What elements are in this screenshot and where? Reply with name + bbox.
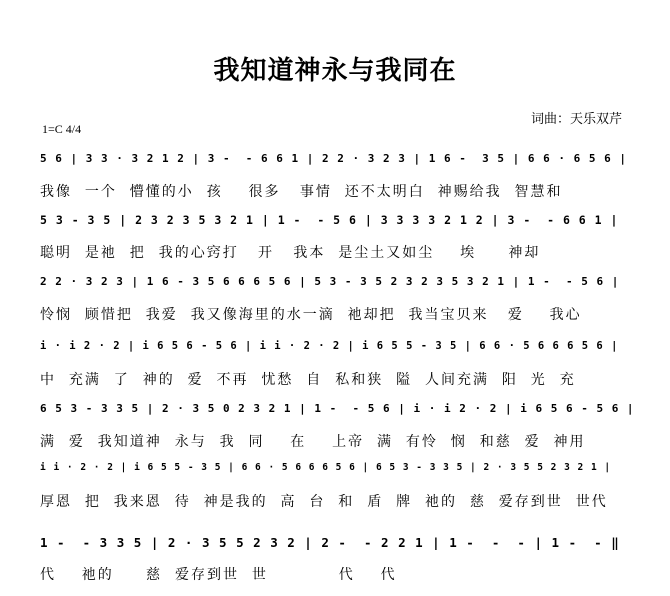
lyrics-line: 怜悯 顾惜把 我爱 我又像海里的水一滴 祂却把 我当宝贝来 爱 我心 — [40, 307, 582, 323]
notation-line: 5 3 - 3 5 | 2 3 2 3 5 3 2 1 | 1 - - 5 6 | 3 3 3 3 2 1 2 | 3 - - 6 6 1 | — [40, 213, 619, 227]
notation-line: i · i 2 · 2 | i 6 5 6 - 5 6 | i i · 2 · 2 | i 6 5 5 - 3 5 | 6 6 · 5 6 6 6 5 6 | — [40, 340, 619, 352]
score-system — [40, 402, 636, 453]
page-title: 我知道神永与我同在 — [213, 56, 457, 86]
lyrics-line: 聪明 是祂 把 我的心窍打 开 我本 是尘土又如尘 埃 神却 — [40, 245, 541, 261]
score-system — [40, 535, 636, 586]
lyrics-line: 中 充满 了 神的 爱 不再 忧愁 自 私和狭 隘 人间充满 阳 光 充 — [40, 372, 576, 388]
score-system — [40, 213, 636, 264]
notation-line: 1 - - 3 3 5 | 2 · 3 5 5 2 3 2 | 2 - - 2 2 1 | 1 - - - | 1 - - ‖ — [40, 535, 620, 550]
lyrics-line: 厚恩 把 我来恩 待 神是我的 高 台 和 盾 牌 祂的 慈 爱存到世 世代 — [40, 494, 608, 510]
notation-line: i i · 2 · 2 | i 6 5 5 - 3 5 | 6 6 · 5 6 6 6 5 6 | 6 5 3 - 3 3 5 | 2 · 3 5 5 2 3 2 1 | — [40, 462, 612, 473]
score-system — [40, 152, 636, 203]
credits: 词曲：天乐双芹 — [530, 112, 622, 127]
score-system — [40, 462, 636, 513]
key-signature: 1=C 4/4 — [42, 122, 82, 136]
notation-line: 6 5 3 - 3 3 5 | 2 · 3 5 0 2 3 2 1 | 1 - - 5 6 | i · i 2 · 2 | i 6 5 6 - 5 6 | — [40, 402, 635, 415]
lyrics-line: 我像 一个 懵懂的小 孩 很多 事情 还不太明白 神赐给我 智慧和 — [40, 184, 563, 200]
lyrics-line: 代 祂的 慈 爱存到世 世 代 代 — [40, 567, 397, 583]
score-system — [40, 340, 636, 391]
score-system — [40, 275, 636, 326]
notation-line: 2 2 · 3 2 3 | 1 6 - 3 5 6 6 6 5 6 | 5 3 - 3 5 2 3 2 3 5 3 2 1 | 1 - - 5 6 | — [40, 275, 620, 288]
lyrics-line: 满 爱 我知道神 永与 我 同 在 上帝 满 有怜 悯 和慈 爱 神用 — [40, 434, 586, 450]
notation-line: 5 6 | 3 3 · 3 2 1 2 | 3 - - 6 6 1 | 2 2 · 3 2 3 | 1 6 - 3 5 | 6 6 · 6 5 6 | — [40, 152, 627, 165]
